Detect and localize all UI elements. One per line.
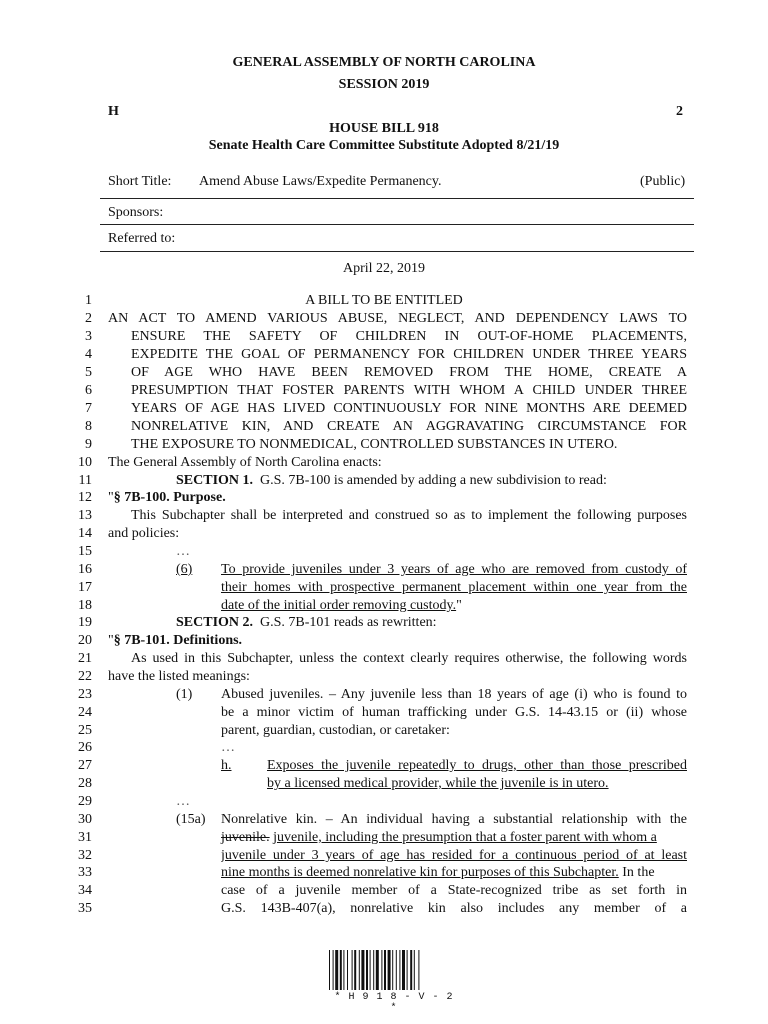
inserted-text: Exposes the juvenile repeatedly to drugs, other than those prescribed [267,758,687,773]
divider [100,224,694,225]
line-number: 14 [78,526,92,541]
amended-line [221,830,657,846]
line-number: 30 [78,812,92,827]
line-number: 8 [85,419,92,434]
line-number: 21 [78,651,92,666]
inserted-text: their homes with prospective permanent placement within one year from the [221,580,687,595]
definition-line: Nonrelative kin. – An individual having a substantial relationship with the [221,812,687,827]
inserted-text: by a licensed medical provider, while the juvenile is in utero. [267,776,609,791]
line-number: 33 [78,865,92,880]
line-number: 28 [78,776,92,791]
line-number: 4 [85,347,92,362]
divider [100,251,694,252]
assembly-heading: GENERAL ASSEMBLY OF NORTH CAROLINA [232,55,536,70]
title-line: OF AGE WHO HAVE BEEN REMOVED FROM THE HOME, CREATE A [131,365,687,380]
definition-line: case of a juvenile member of a State-recognized tribe as set forth in [221,883,687,898]
line-number: 2 [85,311,92,326]
subdivision-number: (6) [176,562,193,577]
line-number: 10 [78,455,92,470]
bill-number: HOUSE BILL 918 [329,121,439,136]
section-2-line [176,615,437,631]
divider [100,198,694,199]
session-heading: SESSION 2019 [338,77,430,92]
chamber-code: H [108,104,119,119]
ellipsis: … [221,740,235,755]
inserted-text: juvenile, including the presumption that a foster parent with whom a [273,830,657,845]
title-line: THE EXPOSURE TO NONMEDICAL, CONTROLLED SUBSTANCES IN UTERO. [131,437,618,452]
barcode [329,950,459,990]
paragraph-line: have the listed meanings: [108,669,250,684]
version-number: 2 [676,104,683,119]
inserted-text: To provide juveniles under 3 years of age who are removed from custody of [221,562,687,577]
title-line: YEARS OF AGE HAS LIVED CONTINUOUSLY FOR NINE MONTHS ARE DEEMED [131,401,687,416]
line-number: 12 [78,490,92,505]
line-number: 22 [78,669,92,684]
line-number: 6 [85,383,92,398]
line-number: 1 [85,293,92,308]
section-text: G.S. 7B-100 is amended by adding a new subdivision to read: [260,473,607,488]
statute-title: § 7B-100. Purpose. [113,490,226,505]
line-number: 31 [78,830,92,845]
line-number: 5 [85,365,92,380]
open-quote: " [108,633,114,648]
inserted-text: juvenile under 3 years of age has resided for a continuous period of at least [221,848,687,863]
line-number: 7 [85,401,92,416]
title-line: EXPEDITE THE GOAL OF PERMANENCY FOR CHILDREN UNDER THREE YEARS [131,347,687,362]
definition-text: In the [622,865,655,880]
section-label: SECTION 1. [176,473,254,488]
line-number: 13 [78,508,92,523]
definition-line: be a minor victim of human trafficking under G.S. 14-43.15 or (ii) whose [221,705,687,720]
line-number: 17 [78,580,92,595]
ellipsis: … [176,544,190,559]
title-line: PRESUMPTION THAT FOSTER PARENTS WITH WHOM A CHILD UNDER THREE [131,383,687,398]
definition-line: parent, guardian, custodian, or caretaker: [221,723,450,738]
line-number: 34 [78,883,92,898]
line-number: 16 [78,562,92,577]
title-line: NONRELATIVE KIN, AND CREATE AN AGGRAVATING CIRCUMSTANCE FOR [131,419,687,434]
line-number: 15 [78,544,92,559]
section-text: G.S. 7B-101 reads as rewritten: [260,615,437,630]
title-line: ENSURE THE SAFETY OF CHILDREN IN OUT-OF-HOME PLACEMENTS, [131,329,687,344]
public-marker: (Public) [640,174,686,189]
referred-label: Referred to: [108,231,176,246]
struck-text: juvenile. [221,830,270,845]
short-title: Amend Abuse Laws/Expedite Permanency. [199,174,442,189]
section-1-line [176,473,607,489]
definition-line: G.S. 143B-407(a), nonrelative kin also includes any member of a [221,901,687,916]
line-number: 9 [85,437,92,452]
short-title-label: Short Title: [108,174,172,189]
statute-heading [108,490,226,506]
bill-date: April 22, 2019 [342,261,426,276]
definition-line: Abused juveniles. – Any juvenile less than 18 years of age (i) who is found to [221,687,687,702]
paragraph-line: As used in this Subchapter, unless the context clearly requires otherwise, the following words [131,651,687,666]
item-letter: h. [221,758,232,773]
paragraph-line: This Subchapter shall be interpreted and construed so as to implement the following purposes [131,508,687,523]
paragraph-line: and policies: [108,526,180,541]
statute-heading [108,633,242,649]
title-line: AN ACT TO AMEND VARIOUS ABUSE, NEGLECT, AND DEPENDENCY LAWS TO [108,311,687,326]
line-number: 19 [78,615,92,630]
ellipsis: … [176,794,190,809]
line-number: 26 [78,740,92,755]
line-number: 20 [78,633,92,648]
line-number: 23 [78,687,92,702]
line-number: 29 [78,794,92,809]
inserted-text: date of the initial order removing custody." [221,598,462,613]
bill-entitled: A BILL TO BE ENTITLED [305,293,463,308]
open-quote: " [108,490,114,505]
subdivision-number: (1) [176,687,193,702]
section-label: SECTION 2. [176,615,254,630]
amended-line [221,865,655,881]
line-number: 3 [85,329,92,344]
line-number: 25 [78,723,92,738]
line-number: 11 [78,473,92,488]
barcode-text: * H 9 1 8 - V - 2 * [334,992,454,1014]
subdivision-number: (15a) [176,812,206,827]
sponsors-label: Sponsors: [108,205,164,220]
substitute-line: Senate Health Care Committee Substitute Adopted 8/21/19 [208,138,560,153]
statute-title: § 7B-101. Definitions. [113,633,243,648]
line-number: 35 [78,901,92,916]
line-number: 27 [78,758,92,773]
line-number: 18 [78,598,92,613]
line-number: 24 [78,705,92,720]
enacting-clause: The General Assembly of North Carolina enacts: [108,455,382,470]
line-number: 32 [78,848,92,863]
inserted-text: nine months is deemed nonrelative kin for purposes of this Subchapter. [221,865,619,880]
